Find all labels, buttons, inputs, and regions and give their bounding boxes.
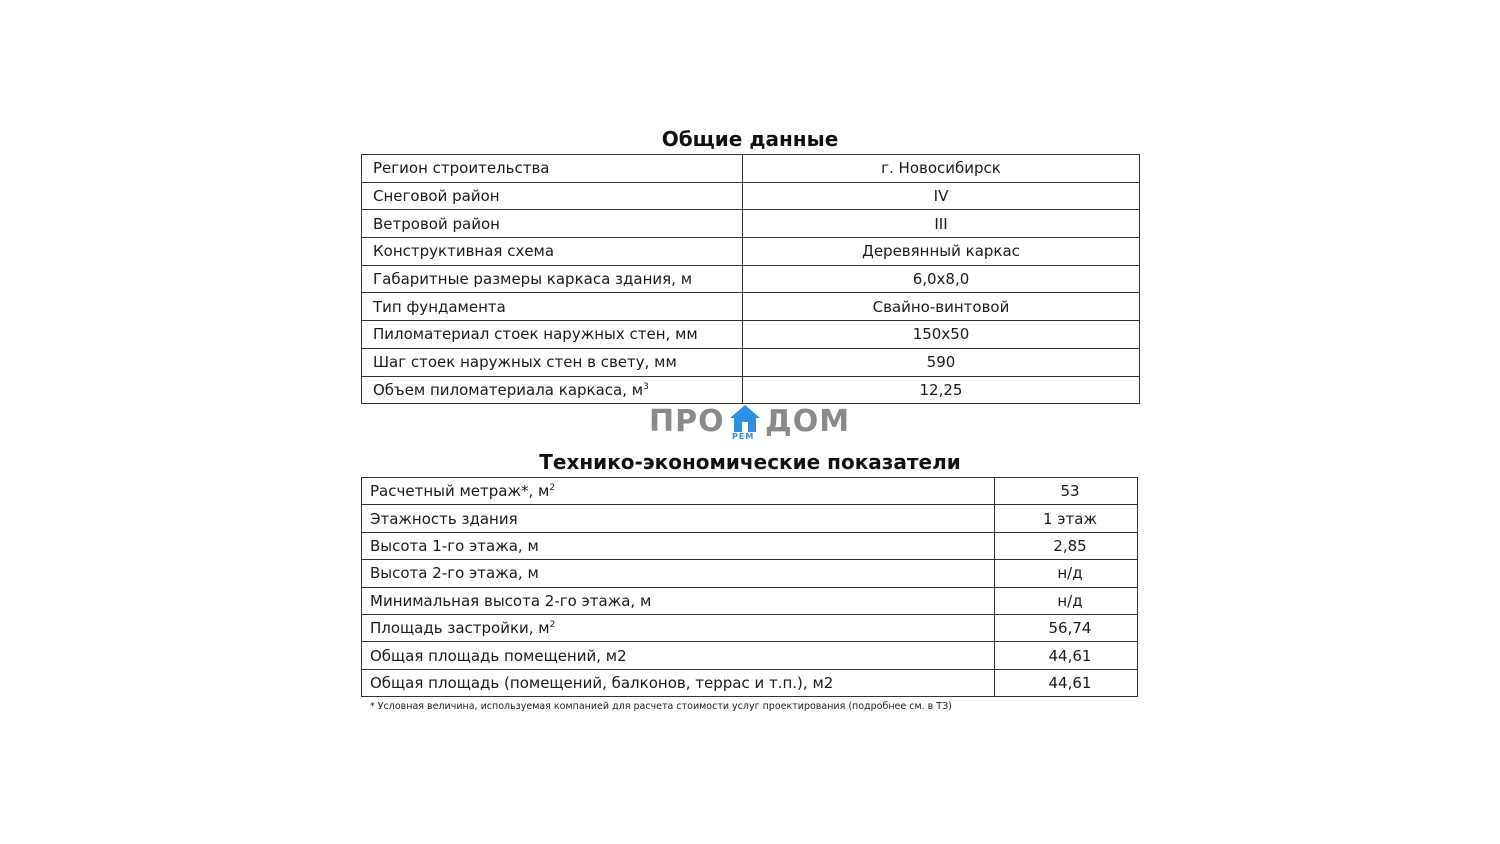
unit-superscript: 2 (549, 483, 556, 494)
row-label: Пиломатериал стоек наружных стен, мм (362, 321, 743, 349)
row-label: Минимальная высота 2-го этажа, м (362, 587, 995, 614)
logo-subtext: РЕМ (732, 432, 755, 441)
row-label: Площадь застройки, м (370, 619, 550, 638)
row-value: 12,25 (743, 376, 1140, 404)
table-row (362, 478, 1138, 505)
technical-indicators-title: Технико-экономические показатели (539, 450, 961, 474)
table-row (362, 642, 1138, 669)
table-row (362, 614, 1138, 641)
row-value: Свайно-винтовой (743, 293, 1140, 321)
house-icon (729, 404, 761, 434)
unit-superscript: 3 (643, 381, 649, 392)
row-value: 56,74 (995, 614, 1138, 641)
table-row (362, 560, 1138, 587)
table-row (362, 348, 1140, 376)
row-value: н/д (995, 587, 1138, 614)
row-label: Этажность здания (362, 505, 995, 532)
row-value: IV (743, 182, 1140, 210)
footnote: * Условная величина, используемая компанией для расчета стоимости услуг проектирования (подробнее см. в ТЗ) (370, 701, 952, 712)
general-data-table (361, 154, 1140, 404)
general-data-title: Общие данные (661, 127, 839, 151)
row-value: г. Новосибирск (743, 155, 1140, 183)
row-label: Высота 1-го этажа, м (362, 532, 995, 559)
table-row (362, 532, 1138, 559)
table-row (362, 669, 1138, 696)
table-row (362, 376, 1140, 404)
row-value: 44,61 (995, 642, 1138, 669)
row-label: Регион строительства (362, 155, 743, 183)
table-row (362, 505, 1138, 532)
row-label: Снеговой район (362, 182, 743, 210)
row-value: н/д (995, 560, 1138, 587)
row-value: 2,85 (995, 532, 1138, 559)
row-value: 6,0х8,0 (743, 265, 1140, 293)
table-row (362, 182, 1140, 210)
row-label: Объем пиломатериала каркаса, м (373, 380, 644, 399)
row-label-cell (362, 376, 743, 404)
table-row (362, 587, 1138, 614)
row-value: III (743, 210, 1140, 238)
table-row (362, 265, 1140, 293)
row-label: Общая площадь помещений, м2 (362, 642, 995, 669)
row-value: 150х50 (743, 321, 1140, 349)
row-label-cell (362, 478, 995, 505)
row-label: Конструктивная схема (362, 238, 743, 266)
logo-text-dom: ДОМ (765, 404, 851, 439)
technical-indicators-table (361, 477, 1138, 697)
row-label: Тип фундамента (362, 293, 743, 321)
row-label: Общая площадь (помещений, балконов, террас и т.п.), м2 (362, 669, 995, 696)
unit-superscript: 2 (549, 620, 556, 631)
row-label: Ветровой район (362, 210, 743, 238)
table-row (362, 293, 1140, 321)
table-row (362, 321, 1140, 349)
row-label: Габаритные размеры каркаса здания, м (362, 265, 743, 293)
row-label: Расчетный метраж*, м (370, 482, 550, 501)
row-value: 44,61 (995, 669, 1138, 696)
table-row (362, 238, 1140, 266)
row-label-cell (362, 614, 995, 641)
prodom-logo (649, 404, 849, 444)
table-row (362, 210, 1140, 238)
row-label: Высота 2-го этажа, м (362, 560, 995, 587)
row-value: Деревянный каркас (743, 238, 1140, 266)
table-row (362, 155, 1140, 183)
row-value: 590 (743, 348, 1140, 376)
row-value: 1 этаж (995, 505, 1138, 532)
row-value: 53 (995, 478, 1138, 505)
row-label: Шаг стоек наружных стен в свету, мм (362, 348, 743, 376)
logo-text-pro: ПРО (649, 404, 725, 439)
